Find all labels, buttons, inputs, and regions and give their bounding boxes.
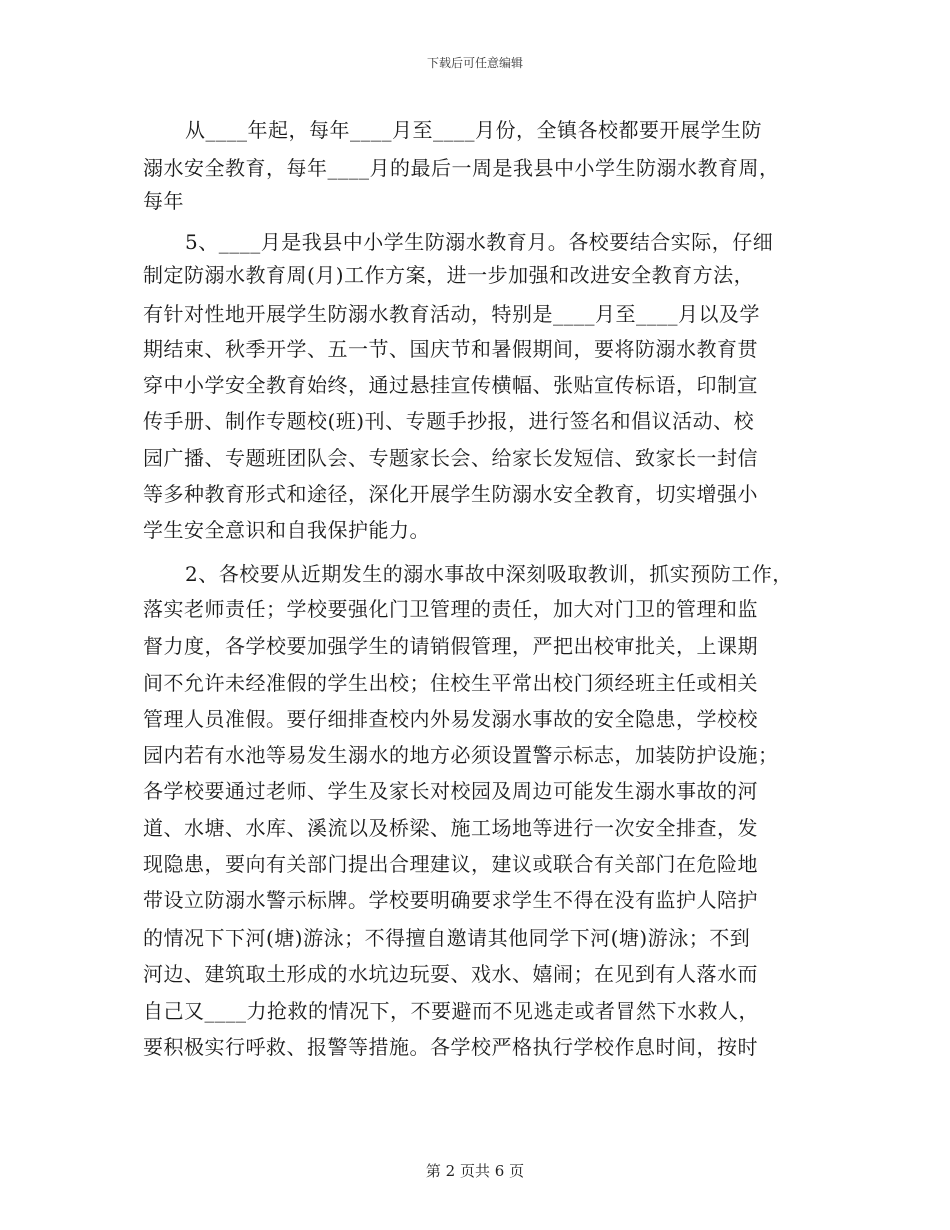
text-line: 园内若有水池等易发生溺水的地方必须设置警示标志，加装防护设施； [143, 743, 779, 767]
text-line: 道、水塘、水库、溪流以及桥梁、施工场地等进行一次安全排查，发 [143, 816, 758, 840]
page-header: 下载后可任意编辑 [426, 56, 523, 70]
text-line: 从____年起，每年____月至____月份，全镇各校都要开展学生防 [185, 118, 762, 142]
text-line: 学生安全意识和自我保护能力。 [143, 518, 430, 542]
text-line: 溺水安全教育，每年____月的最后一周是我县中小学生防溺水教育周， [143, 156, 780, 180]
text-line: 期结束、秋季开学、五一节、国庆节和暑假期间，要将防溺水教育贯 [143, 337, 758, 361]
text-line: 落实老师责任；学校要强化门卫管理的责任，加大对门卫的管理和监 [143, 597, 758, 621]
text-line: 制定防溺水教育周(月)工作方案，进一步加强和改进安全教育方法， [143, 263, 755, 287]
text-line: 每年 [143, 189, 184, 213]
text-line: 自己又____力抢救的情况下，不要避而不见逃走或者冒然下水救人， [143, 999, 759, 1023]
text-line: 等多种教育形式和途径，深化开展学生防溺水安全教育，切实增强小 [143, 482, 758, 506]
text-line: 传手册、制作专题校(班)刊、专题手抄报，进行签名和倡议活动、校 [143, 409, 755, 433]
text-line: 2、各校要从近期发生的溺水事故中深刻吸取教训，抓实预防工作， [185, 562, 793, 586]
text-line: 督力度，各学校要加强学生的请销假管理，严把出校审批关，上课期 [143, 634, 758, 658]
text-line: 河边、建筑取土形成的水坑边玩耍、戏水、嬉闹；在见到有人落水而 [143, 962, 758, 986]
text-line: 各学校要通过老师、学生及家长对校园及周边可能发生溺水事故的河 [143, 779, 758, 803]
text-line: 管理人员准假。要仔细排查校内外易发溺水事故的安全隐患，学校校 [143, 707, 758, 731]
text-line: 带设立防溺水警示标牌。学校要明确要求学生不得在没有监护人陪护 [143, 888, 758, 912]
text-line: 的情况下下河(塘)游泳；不得擅自邀请其他同学下河(塘)游泳；不到 [143, 926, 751, 950]
text-line: 现隐患，要向有关部门提出合理建议，建议或联合有关部门在危险地 [143, 852, 758, 876]
text-line: 间不允许未经准假的学生出校；住校生平常出校门须经班主任或相关 [143, 671, 758, 695]
text-line: 园广播、专题班团队会、专题家长会、给家长发短信、致家长一封信 [143, 446, 758, 470]
text-line: 5、____月是我县中小学生防溺水教育月。各校要结合实际，仔细 [185, 230, 774, 254]
text-line: 有针对性地开展学生防溺水教育活动，特别是____月至____月以及学 [143, 302, 760, 326]
text-line: 穿中小学安全教育始终，通过悬挂宣传横幅、张贴宣传标语，印制宣 [143, 373, 758, 397]
text-line: 要积极实行呼救、报警等措施。各学校严格执行学校作息时间，按时 [143, 1035, 758, 1059]
page-footer: 第 2 页共 6 页 [425, 1162, 525, 1180]
